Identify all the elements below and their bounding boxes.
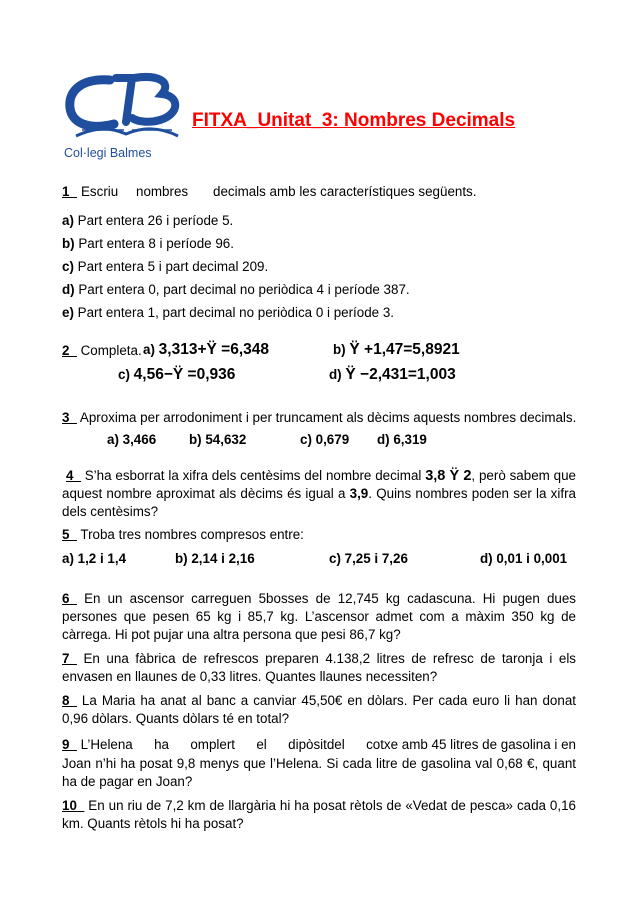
q2-item-a	[143, 341, 269, 359]
q3-text: Aproxima per arrodoniment i per truncament als dècims aquests nombres decimals.	[79, 410, 577, 425]
q9-first-line	[62, 737, 576, 752]
school-logo	[62, 70, 192, 166]
page-title: FITXA_Unitat_3: Nombres Decimals	[192, 110, 516, 131]
q2-item-c	[118, 366, 235, 384]
q1-item-label: b)	[62, 236, 75, 251]
q9-number: 9_	[62, 737, 77, 752]
logo-text: Col·legi Balmes	[64, 146, 152, 160]
q4-paragraph	[62, 467, 576, 521]
q5-text: Troba tres nombres compresos entre:	[80, 527, 304, 542]
q3-item-c: c) 0,679	[300, 432, 350, 447]
q9-rest: Joan n’hi ha posat 9,8 menys que l’Helena. Si cada litre de gasolina val 0,68 €, quant ha de pagar en Joan?	[62, 756, 576, 789]
q1-number: 1_	[62, 184, 77, 199]
q8-number: 8_	[62, 693, 77, 708]
q2-item-label: b)	[333, 342, 346, 357]
q1-item-d	[62, 282, 410, 297]
q1-item-text: Part entera 5 i part decimal 209.	[77, 259, 269, 274]
q3-number: 3_	[62, 410, 77, 425]
q10-text: En un riu de 7,2 km de llargària hi ha posat rètols de «Vedat de pesca» cada 0,16 km. Quants rètols hi ha posat?	[62, 798, 576, 831]
q5-header	[62, 527, 304, 542]
q1-item-text: Part entera 8 i període 96.	[78, 236, 234, 251]
q5-item-b: b) 2,14 i 2,16	[175, 551, 255, 566]
q2-item-b	[333, 341, 460, 359]
q2-header	[62, 343, 142, 358]
q6-number: 6_	[62, 591, 77, 606]
q6-paragraph	[62, 590, 576, 644]
q1-item-label: d)	[62, 282, 75, 297]
q1-item-text: Part entera 26 i període 5.	[77, 213, 234, 228]
q2-item-expr: 3,313+Ÿ =6,348	[158, 341, 269, 358]
q4-number: 4_	[66, 468, 81, 483]
q2-number: 2_	[62, 343, 77, 358]
q4-rounded-value: 3,9	[349, 486, 369, 501]
q3-item-b: b) 54,632	[189, 432, 247, 447]
q7-paragraph	[62, 650, 576, 686]
q1-word-3: decimals amb les característiques següents.	[213, 184, 477, 199]
q5-item-c: c) 7,25 i 7,26	[329, 551, 408, 566]
q1-item-c	[62, 259, 268, 274]
q9-word: el	[256, 737, 267, 752]
q4-text-2: , però sabem que aquest nombre aproximat als dècims és igual a	[62, 468, 576, 501]
q9-word: omplert	[190, 737, 236, 752]
q5-item-d: d) 0,01 i 0,001	[480, 551, 568, 566]
q8-paragraph	[62, 692, 576, 728]
q3-item-d: d) 6,319	[377, 432, 427, 447]
q3-item-a: a) 3,466	[107, 432, 157, 447]
q9-word: dipòsitdel	[288, 737, 345, 752]
q2-item-expr: Ÿ −2,431=1,003	[345, 366, 456, 383]
q2-item-expr: 4,56−Ÿ =0,936	[133, 366, 236, 383]
q2-item-label: c)	[118, 367, 130, 382]
q5-number: 5_	[62, 527, 77, 542]
q4-text-1: S’ha esborrat la xifra dels centèsims del nombre decimal	[84, 468, 422, 483]
q2-item-label: d)	[329, 367, 342, 382]
q2-item-expr: Ÿ +1,47=5,8921	[349, 341, 460, 358]
q9-word: L’Helena	[80, 737, 133, 752]
q7-number: 7_	[62, 651, 77, 666]
q10-paragraph	[62, 797, 576, 833]
q9-word: cotxe amb 45 litres de gasolina i en	[366, 737, 576, 752]
q2-item-d	[329, 366, 456, 384]
q6-text: En un ascensor carreguen 5bosses de 12,745 kg cadascuna. Hi pugen dues persones que pesen 65 kg i 85,7 kg. L’ascensor admet com a màxim 350 kg de càrrega. Hi pot pujar una altra persona que pesi 86,7 kg?	[62, 591, 576, 642]
q4-text-3: . Quins nombres poden ser la xifra dels centèsims?	[62, 486, 576, 519]
q1-item-label: e)	[62, 305, 74, 320]
q2-item-label: a)	[143, 342, 155, 357]
q1-item-text: Part entera 0, part decimal no periòdica 4 i període 387.	[78, 282, 410, 297]
q3-header	[62, 410, 576, 425]
q1-item-label: c)	[62, 259, 74, 274]
q9-word: ha	[154, 737, 170, 752]
q8-text: La Maria ha anat al banc a canviar 45,50€ en dòlars. Per cada euro li han donat 0,96 dòlars. Quants dòlars té en total?	[62, 693, 576, 726]
q1-item-a	[62, 213, 233, 228]
q1-item-e	[62, 305, 394, 320]
q1-word-2: nombres	[136, 184, 189, 199]
q1-item-b	[62, 236, 234, 251]
q5-item-a: a) 1,2 i 1,4	[62, 551, 127, 566]
q7-text: En una fàbrica de refrescos preparen 4.138,2 litres de refresc de taronja i els envasen en llaunes de 0,33 litres. Quantes llaunes necessiten?	[62, 651, 576, 684]
q4-number-value: 3,8 Ÿ 2	[425, 468, 472, 484]
q2-intro: Completa.	[80, 343, 142, 358]
q1-item-label: a)	[62, 213, 74, 228]
q1-item-text: Part entera 1, part decimal no periòdica 0 i període 3.	[77, 305, 395, 320]
q10-number: 10_	[62, 798, 85, 813]
q1-word-1: Escriu	[81, 184, 119, 199]
q1-header	[62, 184, 477, 199]
